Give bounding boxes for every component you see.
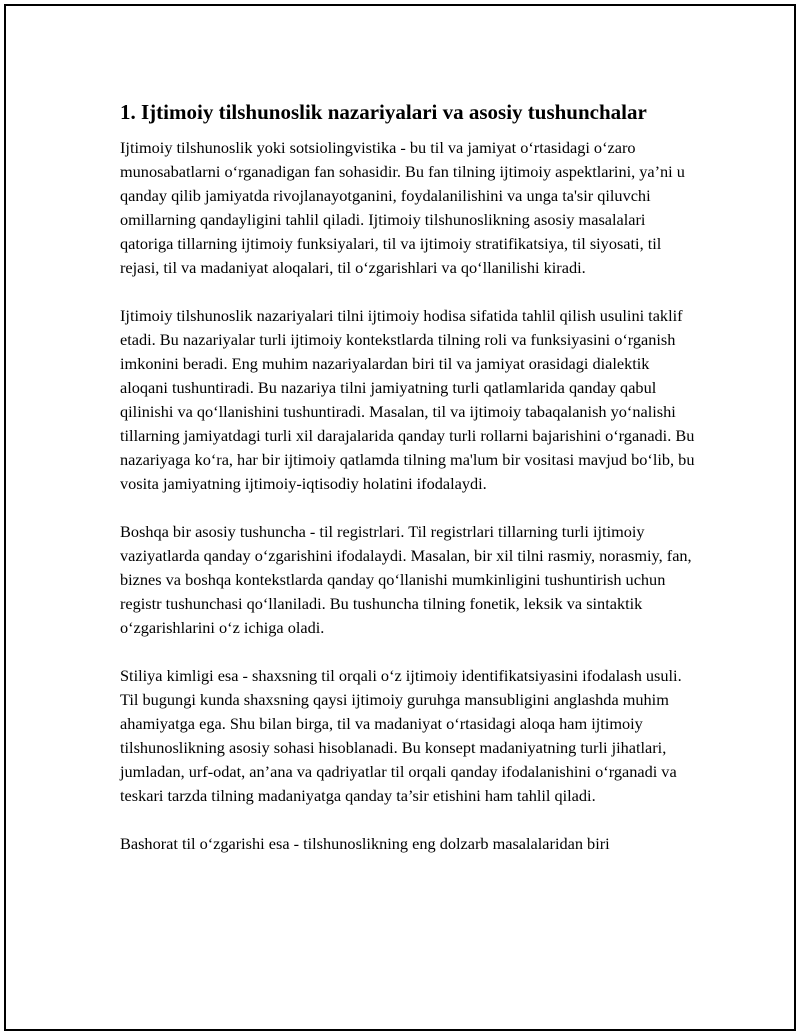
page-frame <box>4 4 796 1031</box>
document-body <box>120 98 700 880</box>
paragraph-5: Bashorat til o‘zgarishi esa - tilshunoslikning eng dolzarb masalalaridan biri <box>120 834 610 853</box>
paragraph-3: Boshqa bir asosiy tushuncha - til registrlari. Til registrlari tillarning turli ijtimoiy vaziyatlarda qanday o‘zgarishini ifodalaydi. Masalan, bir xil tilni rasmiy, norasmiy, fan, biznes va boshqa kontekstlarda qanday qo‘llanishi mumkinligini tushuntirish uchun registr tushunchasi qo‘llaniladi. Bu tushuncha tilning fonetik, leksik va sintaktik o‘zgarishlarini o‘z ichiga oladi. <box>120 522 692 637</box>
paragraph-1: Ijtimoiy tilshunoslik yoki sotsiolingvistika - bu til va jamiyat o‘rtasidagi o‘zaro munosabatlarni o‘rganadigan fan sohasidir. Bu fan tilning ijtimoiy aspektlarini, ya’ni u qanday qilib jamiyatda rivojlanayotganini, foydalanilishini va unga ta'sir qiluvchi omillarning qandayligini tahlil qiladi. Ijtimoiy tilshunoslikning asosiy masalalari qatoriga tillarning ijtimoiy funksiyalari, til va ijtimoiy stratifikatsiya, til siyosati, til rejasi, til va madaniyat aloqalari, til o‘zgarishlari va qo‘llanilishi kiradi. <box>120 138 685 277</box>
paragraph-2: Ijtimoiy tilshunoslik nazariyalari tilni ijtimoiy hodisa sifatida tahlil qilish usulini taklif etadi. Bu nazariyalar turli ijtimoiy kontekstlarda tilning roli va funksiyasini o‘rganish imkonini beradi. Eng muhim nazariyalardan biri til va jamiyat orasidagi dialektik aloqani tushuntiradi. Bu nazariya tilni jamiyatning turli qatlamlarida qanday qabul qilinishi va qo‘llanishini tushuntiradi. Masalan, til va ijtimoiy tabaqalanish yo‘nalishi tillarning jamiyatdagi turli xil darajalarida qanday turli rollarni bajarishini o‘rganadi. Bu nazariyaga ko‘ra, har bir ijtimoiy qatlamda tilning ma'lum bir vositasi mavjud bo‘lib, bu vosita jamiyatning ijtimoiy-iqtisodiy holatini ifodalaydi. <box>120 306 695 493</box>
section-heading: 1. Ijtimoiy tilshunoslik nazariyalari va asosiy tushunchalar <box>120 100 647 124</box>
paragraph-4: Stiliya kimligi esa - shaxsning til orqali o‘z ijtimoiy identifikatsiyasini ifodalash usuli. Til bugungi kunda shaxsning qaysi ijtimoiy guruhga mansubligini anglashda muhim ahamiyatga ega. Shu bilan birga, til va madaniyat o‘rtasidagi aloqa ham ijtimoiy tilshunoslikning asosiy sohasi hisoblanadi. Bu konsept madaniyatning turli jihatlari, jumladan, urf-odat, an’ana va qadriyatlar til orqali qanday ifodalanishini o‘rganadi va teskari tarzda tilning madaniyatga qanday ta’sir etishini ham tahlil qiladi. <box>120 666 682 805</box>
